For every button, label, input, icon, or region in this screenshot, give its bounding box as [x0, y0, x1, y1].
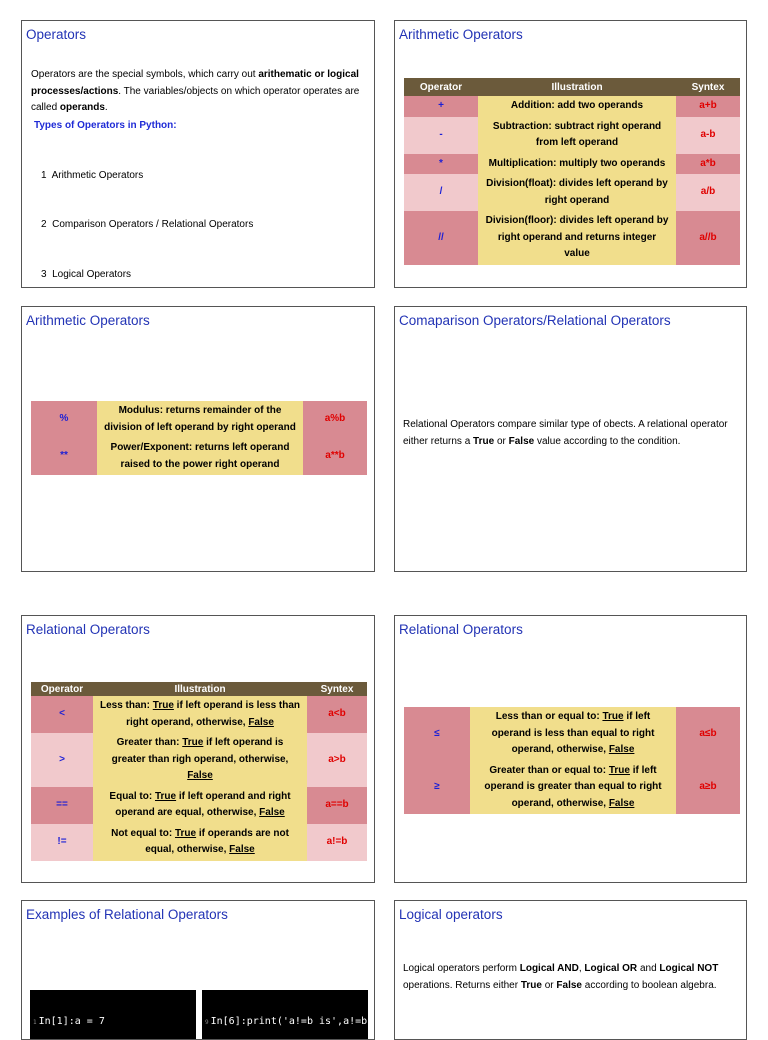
table-header-row	[31, 682, 367, 696]
operator-cell: //	[404, 211, 478, 265]
code-block-right	[202, 990, 374, 1040]
slide-title: Operators	[26, 27, 87, 42]
slide-operators-intro	[21, 20, 375, 288]
illustration-cell: Less than: True if left operand is less than right operand, otherwise, False	[93, 696, 307, 733]
slide-arithmetic-operators	[394, 20, 747, 288]
operator-cell: <	[31, 696, 93, 733]
operator-cell: !=	[31, 824, 93, 861]
syntax-cell: a==b	[307, 787, 367, 824]
operator-cell: -	[404, 117, 478, 154]
body-bold: True	[473, 435, 495, 447]
types-heading: Types of Operators in Python:	[34, 120, 177, 131]
operator-cell: **	[31, 438, 97, 475]
table-row	[404, 707, 740, 761]
syntax-cell: a≤b	[676, 707, 740, 761]
body-text: according to boolean algebra.	[582, 979, 717, 991]
illustration-cell: Modulus: returns remainder of the division of left operand by right operand	[97, 401, 303, 438]
syntax-cell: a!=b	[307, 824, 367, 861]
body-text: ,	[578, 963, 585, 974]
operator-cell: ≤	[404, 707, 470, 761]
operator-cell: ≥	[404, 761, 470, 815]
intro-text: Operators are the special symbols, which carry out	[31, 69, 259, 80]
comparison-paragraph	[403, 417, 743, 450]
slide-comparison-operators	[394, 306, 747, 572]
body-bold: True	[520, 979, 542, 991]
operator-cell: >	[31, 733, 93, 787]
body-text: or	[541, 979, 557, 991]
table-row	[31, 824, 367, 861]
operator-cell: ==	[31, 787, 93, 824]
illustration-cell: Subtraction: subtract right operand from left operand	[478, 117, 676, 154]
slide-title: Examples of Relational Operators	[26, 907, 228, 922]
table-row	[404, 211, 740, 265]
syntax-cell: a>b	[307, 733, 367, 787]
illustration-cell: Division(floor): divides left operand by right operand and returns integer value	[478, 211, 676, 265]
header-cell: Illustration	[93, 682, 307, 696]
header-cell: Operator	[31, 682, 93, 696]
table-row	[404, 174, 740, 211]
illustration-cell: Addition: add two operands	[478, 96, 676, 117]
slide-title: Arithmetic Operators	[26, 313, 150, 328]
types-list	[34, 118, 364, 288]
operator-cell: /	[404, 174, 478, 211]
syntax-cell: a%b	[303, 401, 367, 438]
slide-arithmetic-operators-2	[21, 306, 375, 572]
illustration-cell: Multiplication: multiply two operands	[478, 154, 676, 175]
slide-title: Relational Operators	[399, 622, 523, 637]
type-item: 1 Arithmetic Operators	[41, 169, 144, 181]
illustration-cell: Power/Exponent: returns left operand raised to the power right operand	[97, 438, 303, 475]
illustration-cell: Less than or equal to: True if left operand is less than equal to right operand, otherwise, False	[470, 707, 676, 761]
table-row	[31, 733, 367, 787]
slide-title: Comaparison Operators/Relational Operators	[399, 313, 671, 328]
syntax-cell: a-b	[676, 117, 740, 154]
table-row	[404, 761, 740, 815]
illustration-cell: Greater than: True if left operand is greater than righ operand, otherwise, False	[93, 733, 307, 787]
header-cell: Operator	[404, 78, 478, 96]
slide-relational-operators-2	[394, 615, 747, 883]
table-header-row	[404, 78, 740, 96]
code-line: 1 In[1]:a = 7	[33, 1016, 105, 1027]
syntax-cell: a*b	[676, 154, 740, 175]
syntax-cell: a**b	[303, 438, 367, 475]
type-item: 2 Comparison Operators / Relational Operators	[41, 219, 254, 230]
arithmetic-table-2	[31, 401, 367, 475]
intro-bold: arithematic or logical processes/actions	[31, 69, 359, 97]
table-row	[404, 117, 740, 154]
table-row	[404, 154, 740, 175]
body-text: or	[494, 435, 509, 447]
body-bold: False	[556, 979, 582, 991]
operator-cell: %	[31, 401, 97, 438]
header-cell: Syntex	[676, 78, 740, 96]
body-text: value according to the condition.	[534, 435, 681, 447]
body-bold: False	[508, 435, 535, 447]
header-cell: Illustration	[478, 78, 676, 96]
operator-cell: +	[404, 96, 478, 117]
code-block-left	[30, 990, 196, 1040]
operator-cell: *	[404, 154, 478, 175]
intro-paragraph	[31, 67, 366, 117]
code-line: 9 In[6]:print('a!=b is',a!=b)	[205, 1016, 374, 1027]
syntax-cell: a+b	[676, 96, 740, 117]
table-row	[31, 787, 367, 824]
body-text: Logical operators perform	[403, 963, 520, 974]
body-text: and	[637, 963, 660, 974]
illustration-cell: Division(float): divides left operand by right operand	[478, 174, 676, 211]
body-text: Relational Operators compare similar type of obects. A relational operator either returns a	[403, 419, 728, 447]
body-bold: Logical NOT	[659, 963, 719, 974]
syntax-cell: a≥b	[676, 761, 740, 815]
illustration-cell: Not equal to: True if operands are not equal, otherwise, False	[93, 824, 307, 861]
logical-paragraph	[403, 961, 743, 994]
table-row	[31, 696, 367, 733]
intro-bold: operands	[59, 102, 105, 113]
illustration-cell: Equal to: True if left operand and right operand are equal, otherwise, False	[93, 787, 307, 824]
body-bold: Logical AND	[519, 963, 579, 974]
relational-table-2	[404, 707, 740, 814]
type-item: 3 Logical Operators	[41, 268, 132, 280]
slide-title: Arithmetic Operators	[399, 27, 523, 42]
illustration-cell: Greater than or equal to: True if left operand is greater than equal to right operand, otherwise, False	[470, 761, 676, 815]
syntax-cell: a/b	[676, 174, 740, 211]
table-row	[31, 438, 367, 475]
syntax-cell: a//b	[676, 211, 740, 265]
arithmetic-table	[404, 78, 740, 265]
table-row	[404, 96, 740, 117]
slide-relational-operators	[21, 615, 375, 883]
slide-title: Relational Operators	[26, 622, 150, 637]
slide-title: Logical operators	[399, 907, 503, 922]
intro-text: .	[104, 102, 108, 113]
header-cell: Syntex	[307, 682, 367, 696]
slide-logical-operators	[394, 900, 747, 1040]
intro-text: . The variables/objects on which operator operates are called	[31, 85, 360, 113]
syntax-cell: a<b	[307, 696, 367, 733]
body-bold: Logical OR	[584, 963, 638, 974]
body-text: operations. Returns either	[403, 979, 521, 991]
slide-relational-examples	[21, 900, 375, 1040]
relational-table	[31, 682, 367, 861]
table-row	[31, 401, 367, 438]
